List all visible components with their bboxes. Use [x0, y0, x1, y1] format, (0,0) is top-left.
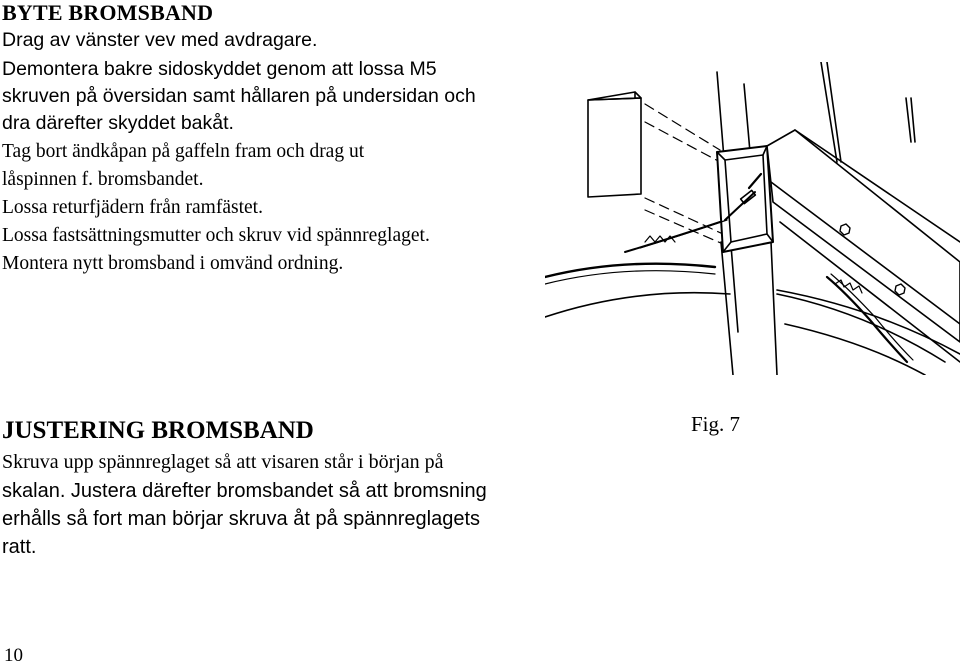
adjustment-line: Skruva upp spännreglaget så att visaren står i början på	[2, 451, 444, 473]
figure-caption: Fig. 7	[691, 412, 741, 436]
instruction-line: Lossa returfjädern från ramfästet.	[2, 197, 263, 218]
adjustment-line: ratt.	[2, 536, 37, 558]
instruction-line: skruven på översidan samt hållaren på undersidan och	[2, 85, 476, 107]
section-title-justering-bromsband: JUSTERING BROMSBAND	[2, 417, 314, 444]
brake-band-illustration	[545, 62, 960, 375]
adjustment-line: erhålls så fort man börjar skruva åt på spännreglagets	[2, 508, 481, 530]
instruction-line: dra därefter skyddet bakåt.	[2, 112, 234, 134]
section-title-byte-bromsband: BYTE BROMSBAND	[2, 0, 214, 25]
instruction-line: Demontera bakre sidoskyddet genom att lossa M5	[2, 58, 437, 80]
adjustment-line: skalan. Justera därefter bromsbandet så att bromsning	[2, 480, 487, 502]
instruction-line: Montera nytt bromsband i omvänd ordning.	[2, 253, 344, 274]
instruction-line: Drag av vänster vev med avdragare.	[2, 29, 318, 51]
page-number: 10	[4, 645, 23, 666]
instruction-line: Lossa fastsättningsmutter och skruv vid spännreglaget.	[2, 225, 430, 246]
instruction-line: Tag bort ändkåpan på gaffeln fram och drag ut	[2, 141, 365, 162]
instruction-line: låspinnen f. bromsbandet.	[2, 169, 204, 190]
